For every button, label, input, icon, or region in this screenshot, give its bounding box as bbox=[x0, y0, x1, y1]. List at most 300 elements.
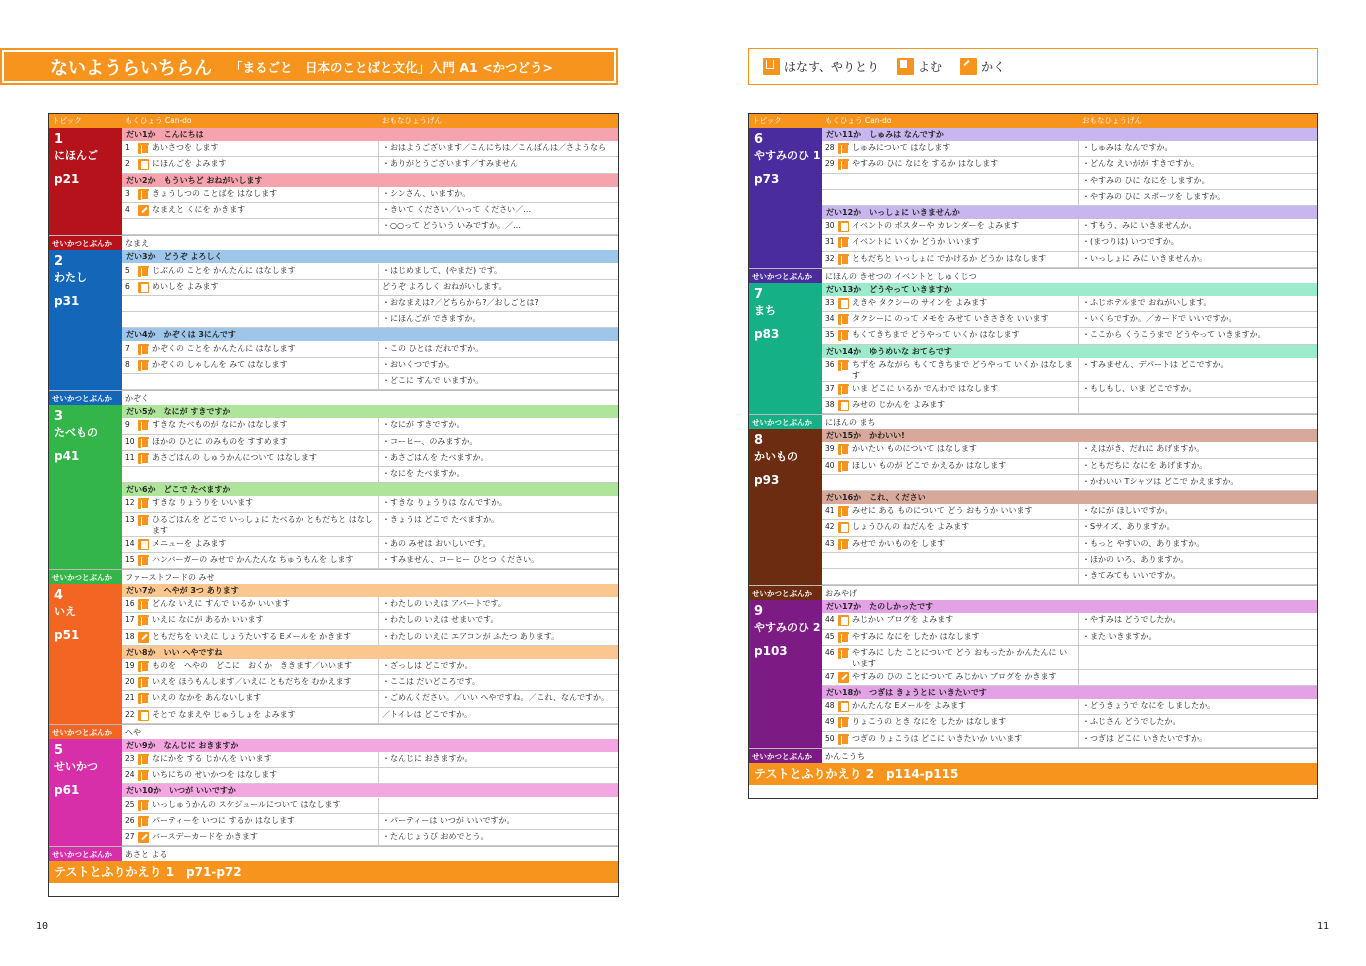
table-row bbox=[122, 537, 618, 553]
table-row bbox=[122, 141, 618, 157]
talk-icon bbox=[138, 498, 149, 509]
lesson-title: だい1か こんにちは bbox=[122, 128, 618, 141]
column-divider bbox=[1078, 252, 1079, 268]
column-divider bbox=[378, 418, 379, 434]
expression-text: ／トイレは どこですか。 bbox=[382, 709, 473, 719]
row-number: 24 bbox=[125, 770, 135, 780]
table-row bbox=[822, 504, 1317, 520]
cando-text: バースデーカードを かきます bbox=[152, 832, 258, 841]
row-number: 49 bbox=[825, 717, 835, 727]
column-divider bbox=[1078, 475, 1079, 491]
talk-icon bbox=[838, 314, 849, 325]
expression-text: ・きょうは どこで たべますか。 bbox=[382, 514, 500, 524]
talk-icon bbox=[138, 189, 149, 200]
header-topic: トピック bbox=[52, 116, 82, 125]
table-row bbox=[822, 382, 1317, 398]
row-number: 36 bbox=[825, 359, 835, 369]
cando-text: すきな たべものが なにか はなします bbox=[152, 420, 288, 430]
talk-icon bbox=[138, 266, 149, 277]
expression-text: ・Sサイズ、ありますか。 bbox=[1082, 522, 1175, 532]
row-number: 37 bbox=[825, 383, 835, 393]
column-divider bbox=[1078, 141, 1079, 157]
row-number: 14 bbox=[125, 538, 135, 548]
column-divider bbox=[1078, 312, 1079, 328]
table-row bbox=[122, 675, 618, 691]
topic-number: 5 bbox=[54, 742, 64, 758]
table-row bbox=[822, 520, 1317, 536]
expression-text: ・かわいい Tシャツは どこで かえますか。 bbox=[1082, 476, 1239, 486]
title-banner bbox=[0, 48, 618, 85]
expression-text: ・ふじさん どうでしたか。 bbox=[1082, 717, 1181, 727]
talk-icon bbox=[838, 360, 849, 371]
topic-sidebar bbox=[49, 739, 122, 846]
table-row bbox=[122, 708, 618, 724]
row-number: 27 bbox=[125, 832, 135, 841]
topic-sidebar bbox=[49, 405, 122, 569]
pencil-icon bbox=[138, 205, 149, 216]
culture-row bbox=[749, 585, 1317, 600]
column-divider bbox=[378, 467, 379, 483]
cando-text: みせで かいものを します bbox=[852, 538, 946, 548]
table-row bbox=[122, 451, 618, 467]
table-row bbox=[122, 597, 618, 613]
topic-title: かいもの bbox=[754, 450, 798, 464]
legend-read bbox=[897, 58, 942, 75]
topic-title: いえ bbox=[54, 605, 76, 618]
table-row bbox=[822, 141, 1317, 157]
icon-legend bbox=[748, 48, 1318, 85]
table-row bbox=[822, 613, 1317, 629]
topic-page: p41 bbox=[54, 449, 80, 464]
row-number: 40 bbox=[825, 460, 835, 470]
row-number: 18 bbox=[125, 631, 135, 641]
row-number: 30 bbox=[825, 221, 835, 231]
column-divider bbox=[378, 553, 379, 569]
row-number: 50 bbox=[825, 733, 835, 743]
cando-text: かぞくの ことを かんたんに はなします bbox=[152, 343, 296, 353]
talk-icon bbox=[138, 816, 149, 827]
topic-number: 9 bbox=[754, 604, 764, 620]
talk-icon bbox=[838, 384, 849, 395]
expression-text: ・なにを たべますか。 bbox=[382, 469, 465, 478]
expression-text: ・この ひとは だれですか。 bbox=[382, 343, 484, 353]
culture-value: かぞく bbox=[125, 394, 149, 404]
expression-text: ・ざっしは どこですか。 bbox=[382, 661, 473, 670]
page-number-left: 10 bbox=[36, 921, 49, 932]
table-row bbox=[122, 830, 618, 846]
topic-title: まち bbox=[754, 303, 776, 317]
lesson-title: だい10か いつが いいですか bbox=[122, 784, 618, 797]
expression-text: ・しゅみは なんですか。 bbox=[1082, 143, 1173, 153]
row-number: 20 bbox=[125, 677, 135, 687]
talk-icon bbox=[138, 599, 149, 610]
row-number: 45 bbox=[825, 631, 835, 641]
expression-text: ・ごめんください。／いい へやですね。／これ、なんですか。 bbox=[382, 693, 610, 703]
table-row bbox=[822, 553, 1317, 569]
table-row bbox=[122, 659, 618, 675]
table-row bbox=[822, 537, 1317, 553]
expression-text: ・ありがとうございます／すみません bbox=[382, 159, 518, 169]
cando-text: あさごはんの しゅうかんについて はなします bbox=[152, 452, 317, 462]
cando-text: イベントの ポスターや カレンダーを よみます bbox=[852, 221, 1020, 231]
table-row bbox=[122, 312, 618, 328]
table-row bbox=[822, 312, 1317, 328]
column-divider bbox=[1078, 157, 1079, 173]
column-divider bbox=[378, 187, 379, 203]
row-number: 41 bbox=[825, 506, 835, 516]
topic-number: 2 bbox=[54, 254, 64, 270]
expression-text: ・どうきょうで なにを しましたか。 bbox=[1082, 701, 1216, 711]
book-icon bbox=[138, 282, 149, 293]
table-row bbox=[822, 569, 1317, 585]
expression-text: ・えはがき、だれに あげますか。 bbox=[1082, 444, 1205, 454]
expression-text: ・いっしょに みに いきませんか。 bbox=[1082, 253, 1208, 263]
book-icon bbox=[838, 221, 849, 232]
row-number: 43 bbox=[825, 538, 835, 548]
expression-text: ・おなまえは?／どちらから?／おしごとは? bbox=[382, 298, 539, 307]
row-number: 9 bbox=[125, 420, 130, 430]
row-number: 29 bbox=[825, 159, 835, 169]
table-row bbox=[822, 219, 1317, 235]
lesson-title: だい6か どこで たべますか bbox=[122, 483, 618, 496]
cando-text: みせに ある ものについて どう おもうか いいます bbox=[852, 506, 1033, 516]
table-row bbox=[122, 553, 618, 569]
table-row bbox=[822, 235, 1317, 251]
column-divider bbox=[1078, 613, 1079, 629]
row-number: 12 bbox=[125, 498, 135, 508]
table-row bbox=[122, 752, 618, 768]
table-row bbox=[122, 496, 618, 512]
cando-text: タクシーに のって メモを みせて いきさきを いいます bbox=[852, 314, 1049, 324]
column-divider bbox=[1078, 670, 1079, 686]
column-divider bbox=[1078, 699, 1079, 715]
legend-label: はなす、やりとり bbox=[784, 60, 880, 74]
topic-sidebar bbox=[49, 250, 122, 390]
expression-text: ・どんな えいがが すきですか。 bbox=[1082, 159, 1200, 169]
column-divider bbox=[378, 597, 379, 613]
topic-title: やすみのひ 1 bbox=[754, 149, 821, 162]
column-divider bbox=[1078, 219, 1079, 235]
lesson-title: だい18か つぎは きょうとに いきたいです bbox=[822, 686, 1317, 699]
column-divider bbox=[1078, 190, 1079, 206]
column-divider bbox=[378, 613, 379, 629]
column-divider bbox=[378, 280, 379, 296]
row-number: 35 bbox=[825, 330, 835, 340]
column-divider bbox=[378, 358, 379, 374]
row-number: 19 bbox=[125, 661, 135, 670]
expression-text: どうぞ よろしく おねがいします。 bbox=[382, 281, 507, 291]
legend-write bbox=[960, 58, 1005, 75]
column-divider bbox=[1078, 358, 1079, 382]
culture-value: ファーストフードの みせ bbox=[125, 573, 215, 582]
expression-text: ・なにが すきですか。 bbox=[382, 420, 465, 430]
culture-value: あさと よる bbox=[125, 850, 168, 860]
cando-text: ものを へやの どこに おくか ききます／いいます bbox=[152, 661, 352, 670]
expression-text: ・いくらですか。／カードで いいですか。 bbox=[1082, 314, 1237, 324]
column-divider bbox=[1078, 235, 1079, 251]
row-number: 28 bbox=[825, 143, 835, 153]
expression-text: ・どこに すんで いますか。 bbox=[382, 376, 484, 385]
row-number: 32 bbox=[825, 253, 835, 263]
column-divider bbox=[378, 768, 379, 784]
cando-text: いえの なかを あんないします bbox=[152, 693, 262, 703]
talk-icon bbox=[763, 58, 780, 75]
row-number: 10 bbox=[125, 436, 135, 446]
talk-icon bbox=[138, 661, 149, 672]
expression-text: ・ここは だいどころです。 bbox=[382, 677, 480, 687]
table-row bbox=[122, 613, 618, 629]
topic-title: たべもの bbox=[54, 426, 98, 440]
expression-text: ・コーヒー、のみますか。 bbox=[382, 436, 478, 446]
book-icon bbox=[138, 539, 149, 550]
row-number: 48 bbox=[825, 701, 835, 711]
table-row bbox=[822, 358, 1317, 382]
talk-icon bbox=[138, 360, 149, 371]
table-row bbox=[822, 646, 1317, 670]
culture-value: かんこうち bbox=[825, 751, 865, 761]
cando-text: ちずを みながら もくてきちまで どうやって いくか はなします bbox=[852, 359, 1073, 380]
table-row bbox=[822, 398, 1317, 414]
table-row bbox=[822, 732, 1317, 748]
cando-text: いえに なにが あるか いいます bbox=[152, 615, 264, 625]
column-divider bbox=[378, 219, 379, 235]
cando-text: きょうしつの ことばを はなします bbox=[152, 188, 278, 198]
culture-label: せいかつとぶんか bbox=[749, 749, 822, 763]
cando-text: にほんごを よみます bbox=[152, 159, 227, 169]
review-footer: テストとふりかえり 2 p114-p115 bbox=[749, 763, 1317, 785]
column-divider bbox=[1078, 328, 1079, 344]
culture-row bbox=[49, 569, 618, 584]
table-row bbox=[822, 699, 1317, 715]
row-number: 25 bbox=[125, 799, 135, 809]
expression-text: ・わたしの いえは せまいです。 bbox=[382, 615, 499, 625]
cando-text: ともだちを いえに しょうたいする Eメールを かきます bbox=[152, 631, 352, 641]
expression-text: ・なんじに おきますか。 bbox=[382, 754, 473, 763]
lesson-title: だい13か どうやって いきますか bbox=[822, 283, 1317, 296]
column-divider bbox=[1078, 504, 1079, 520]
topic-number: 7 bbox=[754, 286, 764, 302]
culture-value: にほんの きせつの イベントと しゅくじつ bbox=[825, 271, 977, 281]
table-row bbox=[122, 630, 618, 646]
header-expr: おもなひょうげん bbox=[382, 116, 442, 125]
book-icon bbox=[838, 522, 849, 533]
cando-text: やすみの ひに なにを するか はなします bbox=[852, 159, 999, 169]
topic-sidebar bbox=[49, 128, 122, 235]
cando-text: やすみに なにを したか はなします bbox=[852, 631, 980, 641]
expression-text: ・にほんごが できますか。 bbox=[382, 314, 481, 324]
table-row bbox=[122, 358, 618, 374]
culture-label: せいかつとぶんか bbox=[49, 570, 122, 584]
column-divider bbox=[378, 264, 379, 280]
talk-icon bbox=[138, 800, 149, 811]
cando-text: いっしゅうかんの スケジュールについて はなします bbox=[152, 799, 341, 809]
topic-title: せいかつ bbox=[54, 759, 98, 773]
lesson-title: だい3か どうぞ よろしく bbox=[122, 250, 618, 263]
expression-text: ・あの みせは おいしいです。 bbox=[382, 538, 491, 548]
book-icon bbox=[897, 58, 914, 75]
row-number: 34 bbox=[825, 314, 835, 324]
culture-value: なまえ bbox=[125, 239, 149, 249]
talk-icon bbox=[138, 615, 149, 626]
table-row bbox=[822, 459, 1317, 475]
expression-text: ・きてみても いいですか。 bbox=[1082, 571, 1181, 580]
culture-value: へや bbox=[125, 727, 141, 737]
row-number: 13 bbox=[125, 514, 135, 524]
topic-sidebar bbox=[749, 600, 822, 748]
topic-page: p73 bbox=[754, 172, 780, 186]
cando-text: なにかを する じかんを いいます bbox=[152, 754, 272, 763]
topic-sidebar bbox=[749, 429, 822, 585]
pencil-icon bbox=[138, 832, 149, 843]
column-divider bbox=[1078, 715, 1079, 731]
talk-icon bbox=[838, 648, 849, 659]
book-icon bbox=[838, 701, 849, 712]
cando-text: いえを ほうもんします／いえに ともだちを むかえます bbox=[152, 677, 352, 687]
talk-icon bbox=[838, 461, 849, 472]
culture-label: せいかつとぶんか bbox=[49, 725, 122, 739]
cando-text: いちにちの せいかつを はなします bbox=[152, 770, 278, 780]
culture-label: せいかつとぶんか bbox=[749, 269, 822, 283]
header-expr: おもなひょうげん bbox=[1082, 116, 1142, 125]
topic-page: p21 bbox=[54, 172, 80, 186]
cando-text: じぶんの ことを かんたんに はなします bbox=[152, 265, 296, 275]
row-number: 1 bbox=[125, 143, 130, 153]
culture-label: せいかつとぶんか bbox=[49, 236, 122, 250]
topic-number: 6 bbox=[754, 132, 764, 147]
book-icon bbox=[838, 400, 849, 411]
table-row bbox=[822, 670, 1317, 686]
table-row bbox=[822, 296, 1317, 312]
page-number-right: 11 bbox=[1317, 921, 1330, 932]
expression-text: ・もしもし、いま どこですか。 bbox=[1082, 383, 1197, 393]
topic-sidebar bbox=[49, 584, 122, 724]
talk-icon bbox=[138, 143, 149, 154]
culture-row bbox=[49, 390, 618, 405]
header-topic: トピック bbox=[752, 116, 782, 125]
row-number: 47 bbox=[825, 671, 835, 681]
talk-icon bbox=[838, 159, 849, 170]
column-divider bbox=[378, 451, 379, 467]
expression-text: ・ここから くうこうまで どうやって いきますか。 bbox=[1082, 330, 1266, 340]
expression-text: ・おはようございます／こんにちは／こんばんは／さようなら bbox=[382, 143, 606, 153]
column-divider bbox=[1078, 174, 1079, 190]
expression-text: ・また いきますか。 bbox=[1082, 631, 1157, 641]
culture-row bbox=[749, 268, 1317, 283]
talk-icon bbox=[838, 717, 849, 728]
topic-sidebar bbox=[749, 128, 822, 268]
talk-icon bbox=[138, 344, 149, 355]
column-divider bbox=[1078, 537, 1079, 553]
culture-value: にほんの まち bbox=[825, 418, 876, 428]
table-row bbox=[122, 374, 618, 390]
talk-icon bbox=[138, 453, 149, 464]
cando-text: ハンバーガーの みせで かんたんな ちゅうもんを します bbox=[152, 554, 354, 564]
cando-text: なまえと くにを かきます bbox=[152, 205, 246, 214]
cando-text: かいたい ものについて はなします bbox=[852, 444, 977, 454]
cando-text: しゅみについて はなします bbox=[852, 143, 951, 153]
book-icon bbox=[838, 298, 849, 309]
cando-text: すきな りょうりを いいます bbox=[152, 498, 254, 508]
cando-text: しょうひんの ねだんを よみます bbox=[852, 522, 970, 532]
talk-icon bbox=[138, 677, 149, 688]
lesson-title: だい14か ゆうめいな おてらです bbox=[822, 345, 1317, 358]
culture-row bbox=[49, 724, 618, 739]
cando-text: ほかの ひとに のみものを すすめます bbox=[152, 436, 288, 446]
expression-text: ・すきな りょうりは なんですか。 bbox=[382, 498, 508, 508]
column-divider bbox=[1078, 296, 1079, 312]
table-row bbox=[122, 203, 618, 219]
culture-row bbox=[749, 748, 1317, 763]
row-number: 4 bbox=[125, 205, 130, 214]
row-number: 17 bbox=[125, 615, 135, 625]
topic-page: p83 bbox=[754, 326, 780, 341]
expression-text: ・つぎは どこに いきたいですか。 bbox=[1082, 733, 1208, 743]
expression-text: ・もっと やすいの、ありますか。 bbox=[1082, 538, 1205, 548]
talk-icon bbox=[838, 506, 849, 517]
column-divider bbox=[378, 752, 379, 768]
topic-sidebar bbox=[749, 283, 822, 414]
topic-page: p103 bbox=[754, 644, 788, 659]
row-number: 16 bbox=[125, 599, 135, 609]
culture-label: せいかつとぶんか bbox=[49, 847, 122, 861]
table-row bbox=[822, 630, 1317, 646]
lesson-title: だい15か かわいい! bbox=[822, 429, 1317, 442]
row-number: 23 bbox=[125, 754, 135, 763]
column-divider bbox=[378, 798, 379, 814]
column-divider bbox=[1078, 382, 1079, 398]
talk-icon bbox=[138, 420, 149, 431]
pencil-icon bbox=[960, 58, 977, 75]
expression-text: ・わたしの いえは アパートです。 bbox=[382, 599, 506, 609]
legend-label: かく bbox=[981, 60, 1006, 74]
column-divider bbox=[1078, 630, 1079, 646]
legend-label: よむ bbox=[918, 60, 943, 74]
row-number: 5 bbox=[125, 265, 130, 275]
table-row bbox=[122, 280, 618, 296]
column-divider bbox=[1078, 398, 1079, 414]
table-row bbox=[122, 435, 618, 451]
column-divider bbox=[1078, 459, 1079, 475]
culture-value: おみやげ bbox=[825, 589, 857, 599]
cando-text: メニューを よみます bbox=[152, 538, 227, 548]
table-header bbox=[49, 114, 618, 128]
table-row bbox=[122, 418, 618, 434]
table-row bbox=[822, 174, 1317, 190]
table-row bbox=[122, 296, 618, 312]
topic-number: 3 bbox=[54, 409, 64, 425]
table-row bbox=[122, 814, 618, 830]
column-divider bbox=[378, 675, 379, 691]
column-divider bbox=[378, 296, 379, 312]
table-row bbox=[822, 715, 1317, 731]
expression-text: ・やすみの ひに なにを しますか。 bbox=[1082, 175, 1210, 185]
pencil-icon bbox=[138, 632, 149, 643]
expression-text: ・やすみの ひに スポーツを しますか。 bbox=[1082, 191, 1226, 201]
table-row bbox=[122, 798, 618, 814]
row-number: 46 bbox=[825, 647, 835, 657]
table-row bbox=[822, 442, 1317, 458]
column-divider bbox=[378, 157, 379, 173]
expression-text: ・なにが ほしいですか。 bbox=[1082, 506, 1173, 516]
column-divider bbox=[378, 203, 379, 219]
book-icon bbox=[838, 615, 849, 626]
row-number: 44 bbox=[825, 615, 835, 625]
cando-text: ともだちと いっしょに でかけるか どうか はなします bbox=[852, 253, 1047, 263]
cando-text: みじかい ブログを よみます bbox=[852, 615, 954, 625]
culture-row bbox=[49, 846, 618, 861]
expression-text: ・(まつりは) いつですか。 bbox=[1082, 237, 1179, 247]
contents-table-right bbox=[748, 113, 1318, 799]
